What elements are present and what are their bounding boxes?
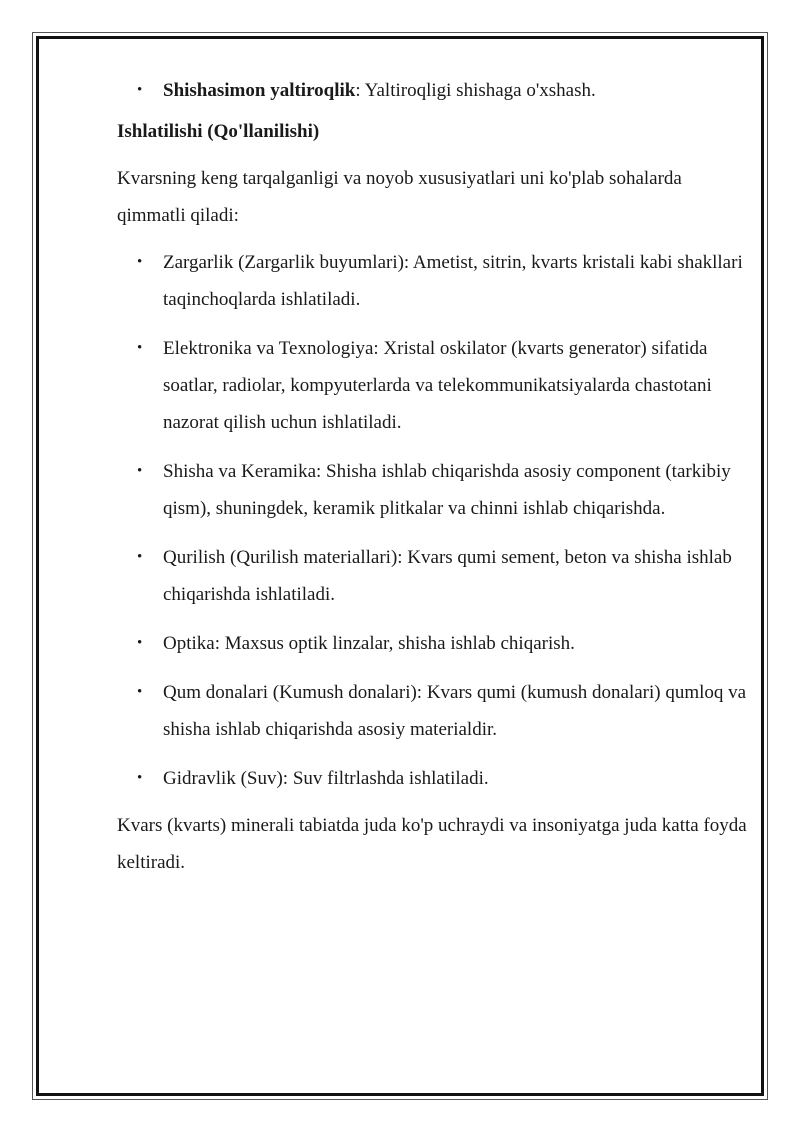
list-item-text: Elektronika va Texnologiya: Xristal oskilator (kvarts generator) sifatida soatlar, radiolar, kompyuterlarda va telekommunikatsiyalarda chastotani nazorat qilish uchun ishlatiladi. <box>163 338 712 433</box>
list-item-text: Qurilish (Qurilish materiallari): Kvars qumi sement, beton va shisha ishlab chiqarishda ishlatiladi. <box>163 547 732 605</box>
list-item <box>117 674 747 748</box>
closing-paragraph: Kvars (kvarts) minerali tabiatda juda ko'p uchraydi va insoniyatga juda katta foyda keltiradi. <box>117 815 747 873</box>
list-item <box>117 539 747 613</box>
bullet-icon: • <box>137 463 143 479</box>
bullet-icon: • <box>137 549 143 565</box>
list-item <box>117 625 747 662</box>
list-item-text: Optika: Maxsus optik linzalar, shisha ishlab chiqarish. <box>163 633 575 654</box>
bullet-icon: • <box>137 770 143 786</box>
property-term: Shishasimon yaltiroqlik <box>163 80 356 101</box>
list-item <box>117 72 747 109</box>
document-body <box>117 72 747 881</box>
list-item <box>117 760 747 797</box>
list-item <box>117 244 747 318</box>
list-item-text: Qum donalari (Kumush donalari): Kvars qumi (kumush donalari) qumloq va shisha ishlab chiqarishda asosiy materialdir. <box>163 682 747 740</box>
bullet-icon: • <box>137 635 143 651</box>
list-item <box>117 330 747 441</box>
property-description: : Yaltiroqligi shishaga o'xshash. <box>355 80 596 101</box>
bullet-icon: • <box>137 254 143 270</box>
bullet-icon: • <box>137 340 143 356</box>
list-item <box>117 453 747 527</box>
section-heading: Ishlatilishi (Qo'llanilishi) <box>117 121 320 142</box>
intro-paragraph: Kvarsning keng tarqalganligi va noyob xususiyatlari uni ko'plab sohalarda qimmatli qiladi: <box>117 168 682 226</box>
list-item-text: Shisha va Keramika: Shisha ishlab chiqarishda asosiy component (tarkibiy qism), shuningdek, keramik plitkalar va chinni ishlab chiqarishda. <box>163 461 731 519</box>
bullet-icon: • <box>137 684 143 700</box>
intro-bullet-list <box>117 72 747 109</box>
bullet-icon: • <box>137 82 143 98</box>
uses-list <box>117 244 747 797</box>
list-item-text: Gidravlik (Suv): Suv filtrlashda ishlatiladi. <box>163 768 489 789</box>
list-item-text: Zargarlik (Zargarlik buyumlari): Ametist, sitrin, kvarts kristali kabi shakllari taqinchoqlarda ishlatiladi. <box>163 252 743 310</box>
